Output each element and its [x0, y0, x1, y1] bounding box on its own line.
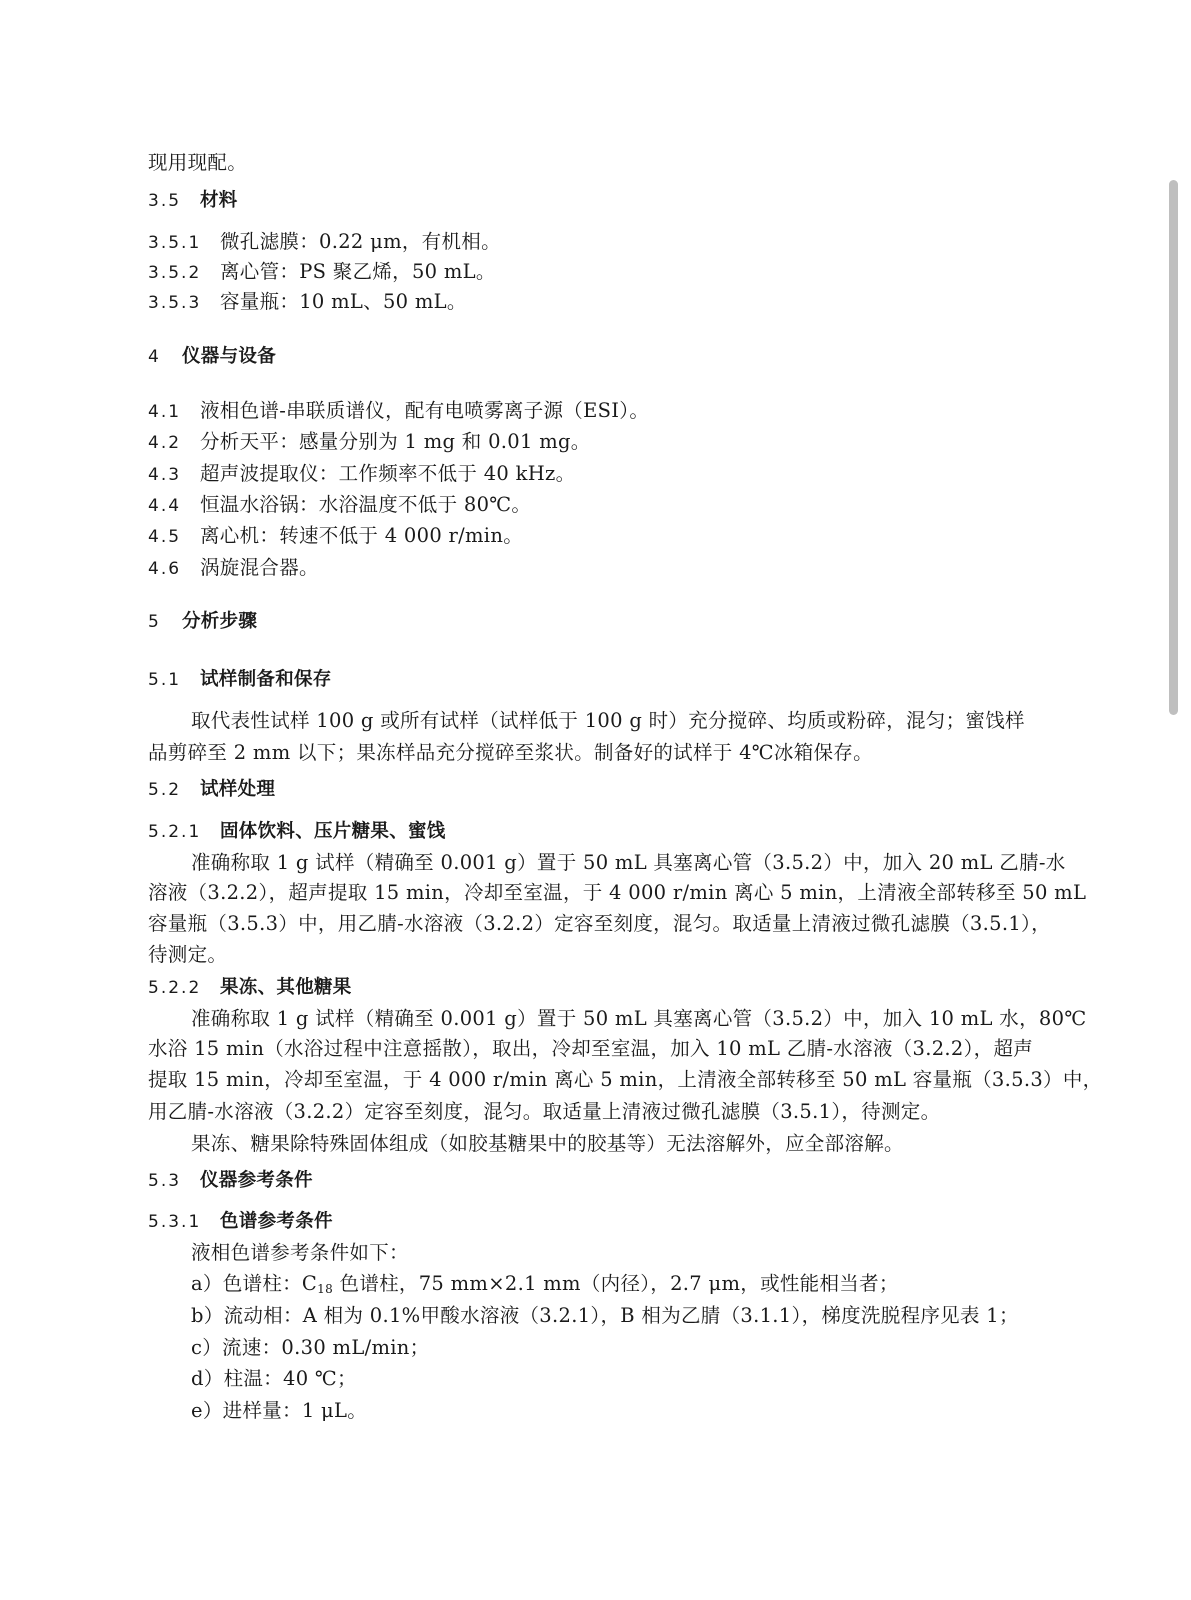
section-number: 5: [148, 612, 161, 632]
clause-text: 恒温水浴锅：水浴温度不低于 80℃。: [200, 493, 532, 516]
paragraph-line: [148, 911, 1051, 937]
clause-4-2: [148, 429, 1048, 456]
section-number: 3.5: [148, 191, 182, 211]
text: c）流速：0.30 mL/min；: [191, 1336, 430, 1359]
text: 果冻、糖果除特殊固体组成（如胶基糖果中的胶基等）无法溶解外，应全部溶解。: [191, 1132, 904, 1155]
clause-number: 4.6: [148, 559, 182, 579]
paragraph-line: [191, 1240, 1091, 1266]
clause-text: 离心管：PS 聚乙烯，50 mL。: [220, 260, 496, 283]
clause-number: 4.1: [148, 402, 182, 422]
paragraph-line: [191, 708, 1091, 734]
section-title: 仪器参考条件: [200, 1170, 313, 1191]
clause-4-3: [148, 461, 1048, 488]
section-title: 试样处理: [200, 779, 276, 800]
clause-text: 涡旋混合器。: [200, 556, 319, 579]
section-title: 果冻、其他糖果: [220, 977, 352, 998]
paragraph-line: [148, 1099, 1048, 1125]
subscript: 18: [317, 1282, 334, 1296]
text: 用乙腈-水溶液（3.2.2）定容至刻度，混匀。取适量上清液过微孔滤膜（3.5.1），待测定。: [148, 1100, 941, 1123]
clause-number: 4.4: [148, 496, 182, 516]
list-item-d: [191, 1366, 1091, 1392]
clause-text: 液相色谱-串联质谱仪，配有电喷雾离子源（ESI）。: [200, 399, 650, 422]
section-number: 4: [148, 347, 161, 367]
text: 色谱柱，75 mm×2.1 mm（内径），2.7 μm，或性能相当者；: [333, 1272, 899, 1295]
text: 容量瓶（3.5.3）中，用乙腈-水溶液（3.2.2）定容至刻度，混匀。取适量上清液过微孔滤膜（3.5.1），: [148, 912, 1051, 935]
clause-number: 3.5.1: [148, 233, 202, 253]
section-title: 材料: [200, 190, 238, 211]
paragraph-line: [148, 880, 1087, 906]
clause-text: 分析天平：感量分别为 1 mg 和 0.01 mg。: [200, 430, 591, 453]
clause-4-5: [148, 523, 1048, 550]
text: 待测定。: [148, 943, 228, 966]
paragraph-line: [148, 740, 1048, 766]
clause-number: 3.5.2: [148, 263, 202, 283]
clause-4-4: [148, 492, 1048, 519]
clause-3-5-2: [148, 259, 1048, 286]
clause-number: 3.5.3: [148, 293, 202, 313]
section-heading-5-1: [148, 666, 1048, 693]
clause-text: 离心机：转速不低于 4 000 r/min。: [200, 524, 523, 547]
text: 准确称取 1 g 试样（精确至 0.001 g）置于 50 mL 具塞离心管（3.5.2）中，加入 20 mL 乙腈-水: [191, 851, 1066, 874]
section-number: 5.1: [148, 670, 182, 690]
paragraph-line: [191, 1131, 1091, 1157]
section-title: 色谱参考条件: [220, 1211, 333, 1232]
section-number: 5.3: [148, 1171, 182, 1191]
section-heading-5-3: [148, 1167, 1048, 1194]
paragraph-line: [148, 1036, 1048, 1062]
text: 取代表性试样 100 g 或所有试样（试样低于 100 g 时）充分搅碎、均质或粉碎，混匀；蜜饯样: [191, 709, 1025, 732]
list-item-b: [191, 1303, 1091, 1329]
clause-4-6: [148, 555, 1048, 582]
section-number: 5.2: [148, 780, 182, 800]
clause-text: 超声波提取仪：工作频率不低于 40 kHz。: [200, 462, 576, 485]
vertical-scrollbar[interactable]: [1169, 180, 1178, 715]
section-heading-4: [148, 343, 1048, 370]
section-heading-3-5: [148, 187, 1048, 214]
section-number: 5.2.1: [148, 822, 202, 842]
section-heading-5: [148, 608, 1048, 635]
paragraph-line: [148, 1067, 1103, 1093]
section-number: 5.2.2: [148, 978, 202, 998]
clause-number: 4.5: [148, 527, 182, 547]
clause-text: 微孔滤膜：0.22 μm，有机相。: [220, 230, 501, 253]
paragraph-line: [191, 1006, 1091, 1032]
clause-3-5-1: [148, 229, 1048, 256]
paragraph-line: [148, 942, 1048, 968]
text: a）色谱柱：C: [191, 1272, 318, 1295]
text: d）柱温：40 ℃；: [191, 1367, 357, 1390]
text: e）进样量：1 μL。: [191, 1399, 368, 1422]
section-title: 分析步骤: [182, 611, 258, 632]
section-title: 固体饮料、压片糖果、蜜饯: [220, 821, 446, 842]
paragraph-line: [148, 150, 1048, 176]
clause-4-1: [148, 398, 1048, 425]
section-heading-5-2: [148, 776, 1048, 803]
text: 液相色谱参考条件如下：: [191, 1241, 409, 1264]
clause-3-5-3: [148, 289, 1048, 316]
text: 准确称取 1 g 试样（精确至 0.001 g）置于 50 mL 具塞离心管（3.5.2）中，加入 10 mL 水，80℃: [191, 1007, 1087, 1030]
section-title: 试样制备和保存: [200, 669, 332, 690]
text: b）流动相：A 相为 0.1%甲酸水溶液（3.2.1），B 相为乙腈（3.1.1），梯度洗脱程序见表 1；: [191, 1304, 1019, 1327]
section-title: 仪器与设备: [182, 346, 277, 367]
paragraph-line: [191, 850, 1091, 876]
list-item-c: [191, 1335, 1091, 1361]
text: 现用现配。: [148, 151, 248, 174]
list-item-a: [191, 1271, 1091, 1297]
section-heading-5-2-2: [148, 974, 1048, 1001]
text: 溶液（3.2.2），超声提取 15 min，冷却至室温，于 4 000 r/min 离心 5 min，上清液全部转移至 50 mL: [148, 881, 1087, 904]
text: 品剪碎至 2 mm 以下；果冻样品充分搅碎至浆状。制备好的试样于 4℃冰箱保存。: [148, 741, 873, 764]
text: 提取 15 min，冷却至室温，于 4 000 r/min 离心 5 min，上清液全部转移至 50 mL 容量瓶（3.5.3）中，: [148, 1068, 1103, 1091]
clause-text: 容量瓶：10 mL、50 mL。: [220, 290, 467, 313]
section-heading-5-3-1: [148, 1208, 1048, 1235]
section-heading-5-2-1: [148, 818, 1048, 845]
clause-number: 4.3: [148, 465, 182, 485]
section-number: 5.3.1: [148, 1212, 202, 1232]
text: 水浴 15 min（水浴过程中注意摇散），取出，冷却至室温，加入 10 mL 乙腈-水溶液（3.2.2），超声: [148, 1037, 1034, 1060]
clause-number: 4.2: [148, 433, 182, 453]
list-item-e: [191, 1398, 1091, 1424]
